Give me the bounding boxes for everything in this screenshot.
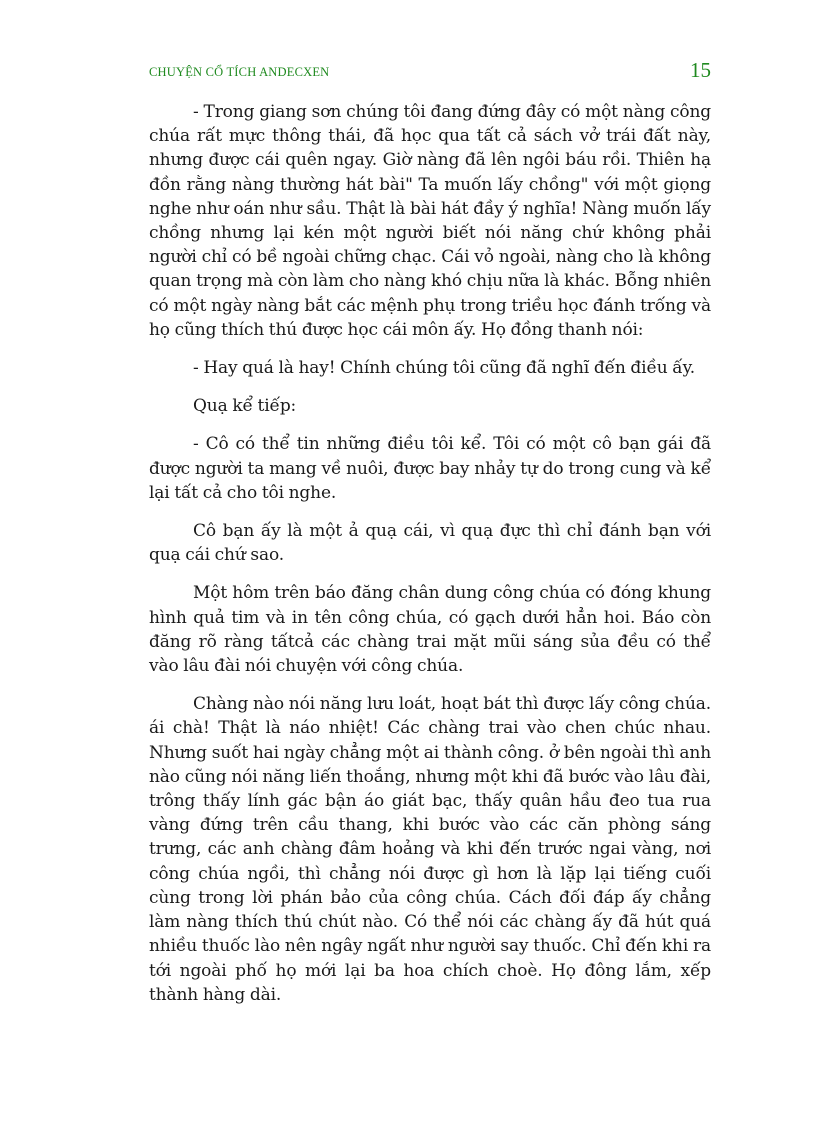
- paragraph-2: - Hay quá là hay! Chính chúng tôi cũng đã nghĩ đến điều ấy.: [193, 358, 696, 379]
- page-header: [149, 58, 711, 84]
- paragraph-3: Quạ kể tiếp:: [193, 396, 297, 417]
- running-title: CHUYỆN CỔ TÍCH ANDECXEN: [149, 65, 330, 79]
- paragraph-1: - Trong giang sơn chúng tôi đang đứng đây có một nàng công chúa rất mực thông thái, đã học qua tất cả sách vở trái đất này, nhưng được cái quên ngay. Giờ nàng đã lên ngôi báu rồi. Thiên hạ đồn rằng nàng thường hát bài" Ta muốn lấy chồng" với một giọng nghe như oán như sầu. Thật là bài hát đầy ý nghĩa! Nàng muốn lấy chồng nhưng lại kén một người biết nói năng chứ không phải người chỉ có bề ngoài chững chạc. Cái vỏ ngoài, nàng cho là không quan trọng mà còn làm cho nàng khó chịu nữa là khác. Bỗng nhiên có một ngày nàng bắt các mệnh phụ trong triều học đánh trống và họ cũng thích thú được học cái môn ấy. Họ đồng thanh nói:: [149, 102, 711, 340]
- page-number: 15: [690, 58, 711, 82]
- paragraph-7: Chàng nào nói năng lưu loát, hoạt bát thì được lấy công chúa. ái chà! Thật là náo nhiệt! Các chàng trai vào chen chúc nhau. Nhưng suốt hai ngày chẳng một ai thành công. ở bên ngoài thì anh nào cũng nói năng liến thoắng, nhưng một khi đã bước vào lâu đài, trông thấy lính gác bận áo giát bạc, thấy quân hầu đeo tua rua vàng đứng trên cầu thang, khi bước vào các căn phòng sáng trưng, các anh chàng đâm hoảng và khi đến trước ngai vàng, nơi công chúa ngồi, thì chẳng nói được gì hơn là lặp lại tiếng cuối cùng trong lời phán bảo của công chúa. Cách đối đáp ấy chẳng làm nàng thích thú chút nào. Có thể nói các chàng ấy đã hút quá nhiều thuốc lào nên ngây ngất như người say thuốc. Chỉ đến khi ra tới ngoài phố họ mới lại ba hoa chích choè. Họ đông lắm, xếp thành hàng dài.: [149, 694, 711, 1005]
- paragraph-4: - Cô có thể tin những điều tôi kể. Tôi có một cô bạn gái đã được người ta mang về nuôi, được bay nhảy tự do trong cung và kể lại tất cả cho tôi nghe.: [149, 434, 711, 503]
- paragraph-6: Một hôm trên báo đăng chân dung công chúa có đóng khung hình quả tim và in tên công chúa, có gạch dưới hẳn hoi. Báo còn đăng rõ ràng tấtcả các chàng trai mặt mũi sáng sủa đều có thể vào lâu đài nói chuyện với công chúa.: [149, 583, 711, 677]
- body-text: [149, 100, 711, 1021]
- paragraph-5: Cô bạn ấy là một ả quạ cái, vì quạ đực thì chỉ đánh bạn với quạ cái chứ sao.: [149, 521, 711, 566]
